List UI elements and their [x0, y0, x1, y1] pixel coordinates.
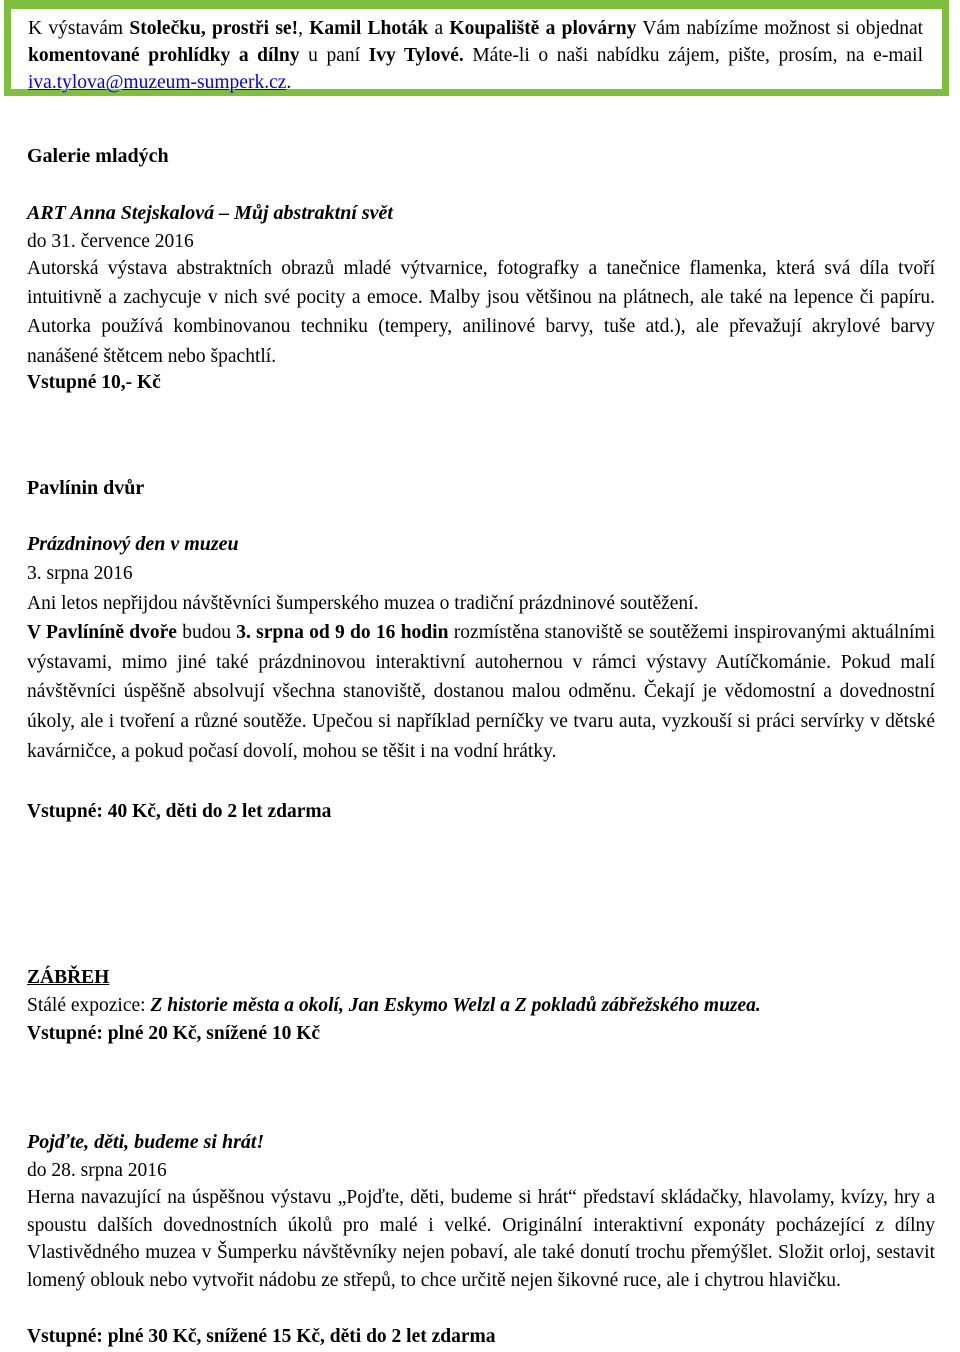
event-intro-line: Ani letos nepřijdou návštěvníci šumperského muzea o tradiční prázdninové soutěžení.	[27, 593, 699, 614]
event-title: Pojďte, děti, budeme si hrát!	[27, 1131, 265, 1153]
intro-text-part: K výstavám	[28, 18, 130, 39]
event-price: Vstupné: 40 Kč, děti do 2 let zdarma	[27, 801, 332, 822]
venue-heading: Galerie mladých	[27, 145, 169, 167]
exhibition-name: Koupaliště a plovárny	[449, 18, 637, 39]
event-description	[27, 618, 935, 767]
event-price: Vstupné: plné 30 Kč, snížené 15 Kč, děti do 2 let zdarma	[27, 1326, 496, 1347]
location-name: V Pavlíníně dvoře	[27, 622, 177, 643]
email-link[interactable]: iva.tylova@muzeum-sumperk.cz	[28, 72, 287, 93]
intro-text-part: u paní	[299, 45, 369, 66]
exhibitions-label: Stálé expozice:	[27, 995, 151, 1016]
event-title: Prázdninový den v muzeu	[27, 533, 239, 555]
event-description: Herna navazující na úspěšnou výstavu „Pojďte, děti, budeme si hrát“ představí skládačky, hlavolamy, kvízy, hry a spoustu dalších dovednostních úkolů pro malé i velké. Originální interaktivní exponáty pocházející z dílny Vlastivědného muzea v Šumperku návštěvníky nejen pobaví, ale také donutí trochu přemýšlet. Složit orloj, sestavit lomený oblouk nebo vytvořit nádobu ze střepů, to chce určitě nejen šikovné ruce, ale i chytrou hlavičku.	[27, 1187, 935, 1291]
description-part: rozmístěna stanoviště se soutěžemi inspirovanými aktuálními výstavami, mimo jiné také prázdninovou interaktivní autohernou v rámci výstavy Autíčkománie. Pokud malí návštěvníci úspěšně absolvují všechna stanoviště, dostanou malou odměnu. Čekají je vědomostní a dovednostní úkoly, ale i tvoření a různé soutěže. Upečou si například perníčky ve tvaru auta, vyzkouší si práci servírky v dětské kavárničce, a pokud počasí dovolí, mohou se těšit i na vodní hrátky.	[27, 622, 936, 762]
event-price: Vstupné: plné 20 Kč, snížené 10 Kč	[27, 1023, 321, 1044]
exhibitions-list: Z historie města a okolí, Jan Eskymo Welzl a Z pokladů zábřežského muzea.	[150, 995, 761, 1016]
intro-text-part: Vám nabízíme možnost si objednat	[636, 18, 924, 39]
exhibition-name: Stolečku, prostři se!	[129, 18, 299, 39]
intro-box	[4, 0, 949, 96]
intro-text	[28, 15, 923, 96]
event-date: do 31. července 2016	[27, 231, 194, 252]
event-title: ART Anna Stejskalová – Můj abstraktní svět	[27, 202, 393, 224]
contact-person: Ivy Tylové.	[368, 45, 464, 66]
intro-text-part: .	[286, 72, 292, 93]
event-date: do 28. srpna 2016	[27, 1160, 167, 1181]
intro-text-part: Máte-li o naši nabídku zájem, pište, prosím, na e-mail	[463, 45, 923, 66]
description-part: budou	[176, 622, 237, 643]
intro-text-part: a	[428, 18, 450, 39]
intro-text-part: ,	[298, 18, 310, 39]
permanent-exhibitions	[27, 991, 935, 1021]
event-description: Autorská výstava abstraktních obrazů mladé výtvarnice, fotografky a tanečnice flamenka, která svá díla tvoří intuitivně a zachycuje v nich své pocity a emoce. Malby jsou většinou na plátnech, ale také na lepence či papíru. Autorka používá kombinovanou techniku (tempery, anilinové barvy, tuše atd.), ale převažují akrylové barvy nanášené štětcem nebo špachtlí.	[27, 258, 935, 367]
offer-name: komentované prohlídky a dílny	[28, 45, 300, 66]
exhibition-name: Kamil Lhoták	[309, 18, 429, 39]
town-heading: ZÁBŘEH	[27, 967, 110, 988]
event-date: 3. srpna 2016	[27, 563, 133, 584]
event-price: Vstupné 10,- Kč	[27, 372, 161, 393]
venue-heading: Pavlínin dvůr	[27, 477, 145, 499]
event-time: 3. srpna od 9 do 16 hodin	[236, 622, 449, 643]
